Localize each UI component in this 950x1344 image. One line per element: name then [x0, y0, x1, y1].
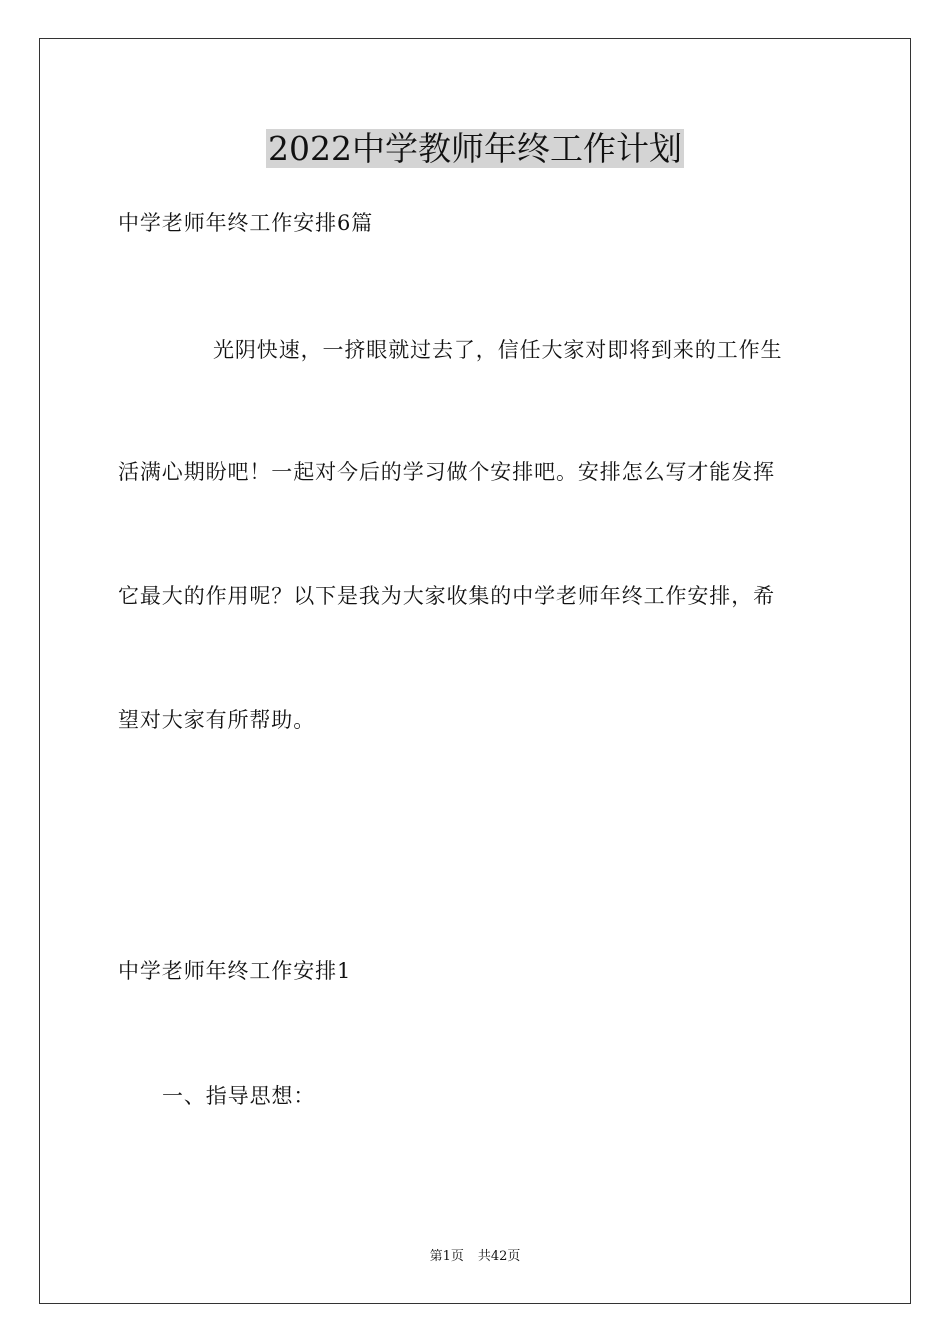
page-footer — [0, 1248, 950, 1266]
intro-line-2: 活满心期盼吧！一起对今后的学习做个安排吧。安排怎么写才能发挥 — [118, 460, 775, 484]
page-total: 共42页 — [477, 1249, 521, 1264]
document-title-text: 2022中学教师年终工作计划 — [268, 129, 682, 168]
intro-line-4: 望对大家有所帮助。 — [118, 708, 316, 732]
sub-heading: 一、指导思想： — [162, 1084, 316, 1108]
page-number: 第1页 — [429, 1249, 464, 1264]
intro-line-1: 光阴快速，一挤眼就过去了，信任大家对即将到来的工作生 — [213, 338, 783, 362]
document-subtitle: 中学老师年终工作安排6篇 — [118, 211, 374, 235]
section-heading: 中学老师年终工作安排1 — [118, 959, 352, 983]
document-title — [0, 127, 950, 171]
intro-line-3: 它最大的作用呢？以下是我为大家收集的中学老师年终工作安排，希 — [118, 584, 775, 608]
